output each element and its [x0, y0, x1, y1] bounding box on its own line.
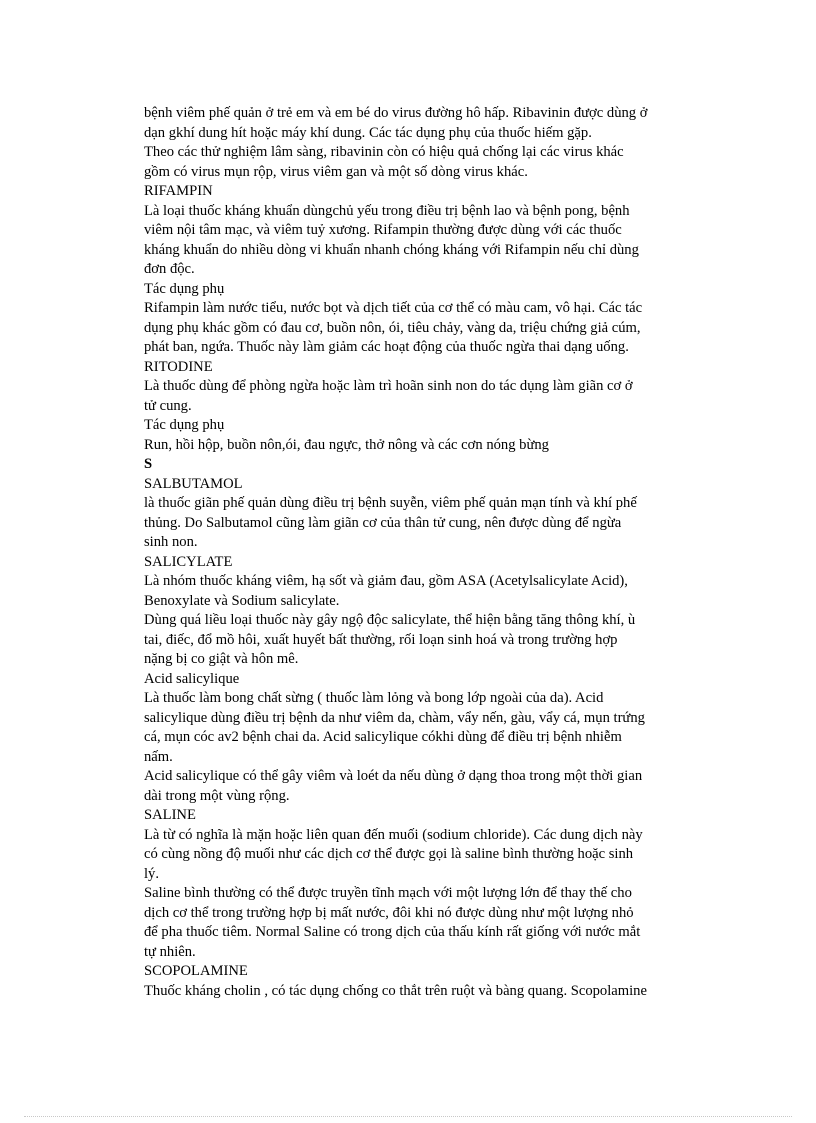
text-line: salicylique dùng điều trị bệnh da như viêm da, chàm, vẩy nến, gàu, vẩy cá, mụn trứng: [144, 709, 645, 726]
text-line: phát ban, ngứa. Thuốc này làm giảm các hoạt động của thuốc ngừa thai dạng uống.: [144, 339, 629, 355]
text-line: thủng. Do Salbutamol cũng làm giãn cơ của thân tử cung, nên được dùng để ngừa: [144, 514, 622, 531]
text-line: sinh non.: [144, 534, 198, 550]
text-line: Run, hồi hộp, buồn nôn,ói, đau ngực, thở nông và các cơn nóng bừng: [144, 436, 549, 453]
text-line: gồm có virus mụn rộp, virus viêm gan và một số dòng virus khác.: [144, 163, 528, 180]
text-line: Thuốc kháng cholin , có tác dụng chống co thắt trên ruột và bàng quang. Scopolamine: [144, 982, 647, 999]
text-line: tự nhiên.: [144, 943, 196, 960]
text-line: tai, điếc, đổ mồ hôi, xuất huyết bất thường, rối loạn sinh hoá và trong trường hợp: [144, 631, 618, 648]
section-heading: SCOPOLAMINE: [144, 963, 248, 979]
text-line: lý.: [144, 865, 159, 882]
text-line: đơn độc.: [144, 261, 195, 277]
text-line: Rifampin làm nước tiểu, nước bọt và dịch tiết của cơ thể có màu cam, vô hại. Các tác: [144, 300, 643, 316]
text-line: cá, mụn cóc av2 bệnh chai da. Acid salicylique cókhi dùng để điều trị bệnh nhiễm: [144, 729, 622, 745]
text-line: tử cung.: [144, 397, 192, 414]
section-heading: RITODINE: [144, 358, 213, 375]
text-line: Tác dụng phụ: [144, 280, 225, 297]
text-line: dụng phụ khác gồm có đau cơ, buồn nôn, ói, tiêu chảy, vàng da, triệu chứng giả cúm,: [144, 319, 641, 336]
text-line: bệnh viêm phế quản ở trẻ em và em bé do virus đường hô hấp. Ribavinin được dùng ở: [144, 105, 648, 121]
text-line: Là nhóm thuốc kháng viêm, hạ sốt và giảm đau, gồm ASA (Acetylsalicylate Acid),: [144, 573, 628, 589]
text-line: nấm.: [144, 748, 173, 765]
section-heading: RIFAMPIN: [144, 183, 213, 199]
text-line: dịch cơ thể trong trường hợp bị mất nước, đôi khi nó được dùng như một lượng nhỏ: [144, 904, 634, 921]
text-line: kháng khuẩn do nhiều dòng vi khuẩn nhanh chóng kháng với Rifampin nếu chỉ dùng: [144, 241, 639, 258]
section-heading: SALICYLATE: [144, 553, 233, 570]
text-line: Là loại thuốc kháng khuẩn dùngchủ yếu trong điều trị bệnh lao và bệnh pong, bệnh: [144, 202, 630, 219]
text-line: dài trong một vùng rộng.: [144, 787, 290, 804]
text-line: Benoxylate và Sodium salicylate.: [144, 592, 340, 609]
section-heading: SALBUTAMOL: [144, 475, 243, 492]
section-heading: SALINE: [144, 807, 196, 823]
text-line: Tác dụng phụ: [144, 417, 225, 433]
text-line: Dùng quá liều loại thuốc này gây ngộ độc salicylate, thể hiện bằng tăng thông khí, ù: [144, 612, 636, 628]
text-line: viêm nội tâm mạc, và viêm tuỷ xương. Rifampin thường được dùng với các thuốc: [144, 222, 622, 238]
text-line: để pha thuốc tiêm. Normal Saline có trong dịch của thấu kính rất giống với nước mắt: [144, 924, 641, 940]
text-line: Là thuốc làm bong chất sừng ( thuốc làm lỏng và bong lớp ngoài của da). Acid: [144, 690, 604, 706]
text-line: dạn gkhí dung hít hoặc máy khí dung. Các tác dụng phụ của thuốc hiếm gặp.: [144, 124, 592, 141]
text-line: nặng bị co giật và hôn mê.: [144, 651, 299, 667]
text-line: Là từ có nghĩa là mặn hoặc liên quan đến muối (sodium chloride). Các dung dịch này: [144, 826, 643, 843]
document-body: [144, 104, 696, 1001]
alphabet-letter-heading: S: [144, 456, 153, 472]
page-bottom-divider: [24, 1116, 792, 1117]
text-line: có cùng nồng độ muối như các dịch cơ thể được gọi là saline bình thường hoặc sinh: [144, 846, 634, 862]
text-line: Saline bình thường có thể được truyền tĩnh mạch với một lượng lớn để thay thế cho: [144, 885, 632, 901]
text-line: Theo các thử nghiệm lâm sàng, ribavinin còn có hiệu quả chống lại các virus khác: [144, 144, 624, 160]
text-line: Là thuốc dùng để phòng ngừa hoặc làm trì hoãn sinh non do tác dụng làm giãn cơ ở: [144, 378, 633, 394]
text-line: là thuốc giãn phế quản dùng điều trị bệnh suyễn, viêm phế quản mạn tính và khí phế: [144, 495, 637, 511]
text-line: Acid salicylique: [144, 670, 240, 687]
text-line: Acid salicylique có thể gây viêm và loét da nếu dùng ở dạng thoa trong một thời gian: [144, 768, 643, 784]
